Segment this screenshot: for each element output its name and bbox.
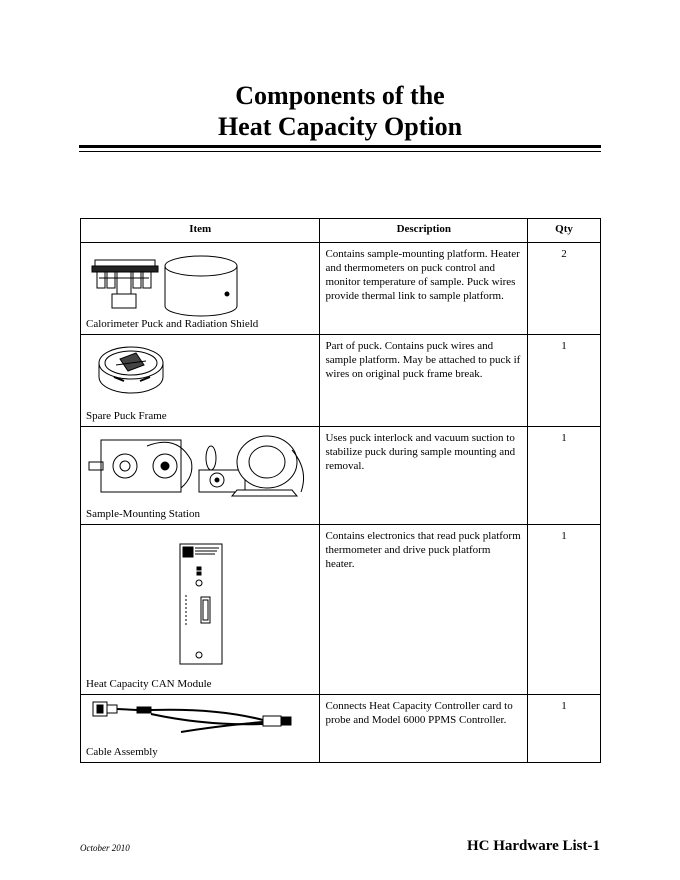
item-cell xyxy=(81,427,320,525)
item-cell xyxy=(81,525,320,695)
components-table xyxy=(80,218,601,763)
cable-assembly-drawing xyxy=(87,698,301,738)
header-description: Description xyxy=(320,219,528,243)
qty-cell: 2 xyxy=(528,243,601,335)
title-line-1: Components of the xyxy=(235,81,445,110)
footer-page-label: HC Hardware List-1 xyxy=(466,838,600,854)
title-rule-thin xyxy=(79,151,601,152)
title-line-2: Heat Capacity Option xyxy=(217,112,463,141)
calorimeter-puck-and-shield-drawing xyxy=(89,248,239,318)
item-label: Cable Assembly xyxy=(86,746,158,758)
description-cell: Connects Heat Capacity Controller card to probe and Model 6000 PPMS Controller. xyxy=(320,695,528,763)
description-cell: Contains electronics that read puck platform thermometer and drive puck platform heater. xyxy=(320,525,528,695)
item-label: Sample-Mounting Station xyxy=(86,508,200,520)
table-row xyxy=(81,243,601,335)
description-cell: Uses puck interlock and vacuum suction to stabilize puck during sample mounting and removal. xyxy=(320,427,528,525)
item-label: Calorimeter Puck and Radiation Shield xyxy=(86,318,259,330)
table-header-row xyxy=(81,219,601,243)
table-row xyxy=(81,525,601,695)
footer-date: October 2010 xyxy=(80,843,130,853)
item-cell xyxy=(81,243,320,335)
item-cell xyxy=(81,335,320,427)
table-row xyxy=(81,695,601,763)
can-module-drawing xyxy=(179,543,223,665)
page-title xyxy=(0,80,680,142)
table-row xyxy=(81,335,601,427)
title-rule-thick xyxy=(79,145,601,148)
mounting-station-drawing xyxy=(87,430,307,502)
qty-cell: 1 xyxy=(528,525,601,695)
item-cell xyxy=(81,695,320,763)
table-row xyxy=(81,427,601,525)
qty-cell: 1 xyxy=(528,695,601,763)
header-qty: Qty xyxy=(528,219,601,243)
item-label: Spare Puck Frame xyxy=(86,410,167,422)
header-item: Item xyxy=(81,219,320,243)
qty-cell: 1 xyxy=(528,427,601,525)
description-cell: Part of puck. Contains puck wires and sample platform. May be attached to puck if wires on original puck frame break. xyxy=(320,335,528,427)
qty-cell: 1 xyxy=(528,335,601,427)
description-cell: Contains sample-mounting platform. Heater and thermometers on puck control and monitor temperature of sample. Puck wires provide thermal link to sample platform. xyxy=(320,243,528,335)
item-label: Heat Capacity CAN Module xyxy=(86,678,212,690)
puck-frame-drawing xyxy=(96,341,166,401)
